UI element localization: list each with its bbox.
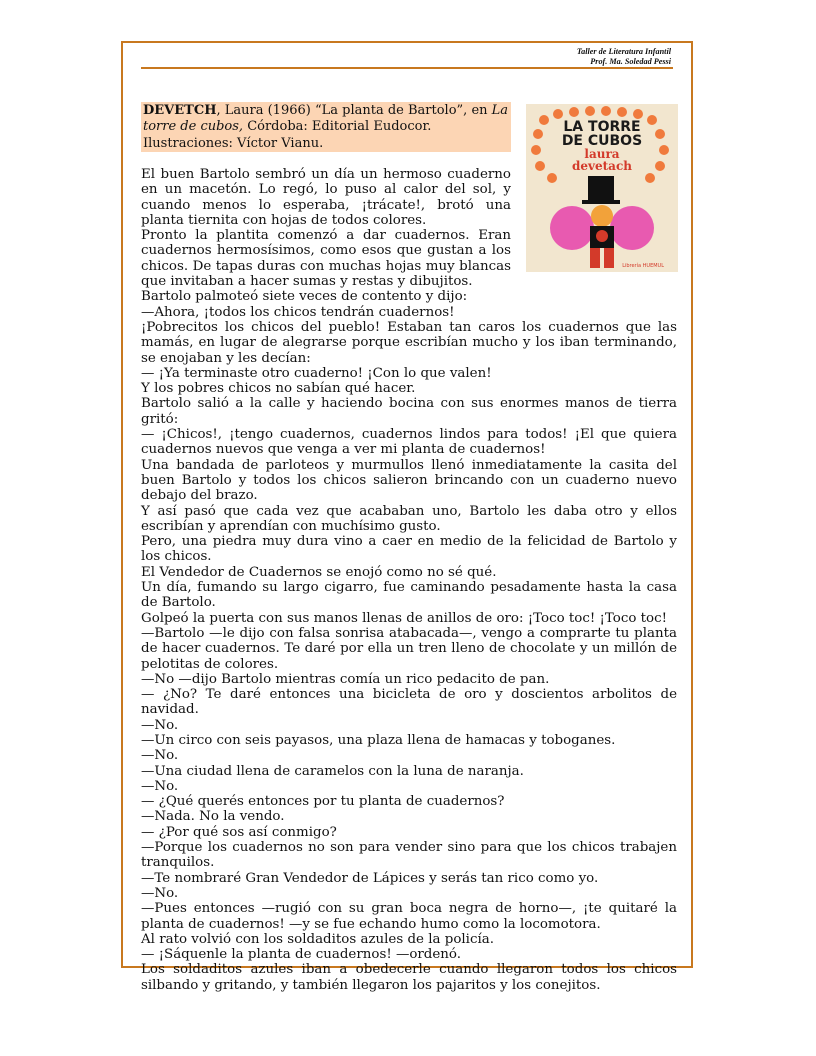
story-paragraph: Bartolo palmoteó siete veces de contento y dijo: bbox=[141, 289, 468, 305]
story-paragraph: Una bandada de parloteos y murmullos llenó inmediatamente la casita del buen Bartolo y todos los chicos salieron brincando con un cuaderno nuevo debajo del brazo. bbox=[141, 457, 677, 504]
story-paragraph: Y los pobres chicos no sabían qué hacer. bbox=[141, 381, 416, 397]
story-paragraph: —Bartolo —le dijo con falsa sonrisa atabacada—, vengo a comprarte tu planta de hacer cuadernos. Te daré por ella un tren lleno de chocolate y un millón de pelotitas de colores. bbox=[141, 625, 677, 672]
story-paragraph: —No. bbox=[141, 748, 179, 764]
story-paragraph: —Nada. No la vendo. bbox=[141, 809, 285, 825]
citation-author-surname: DEVETCH bbox=[143, 103, 217, 118]
story-text bbox=[141, 167, 677, 993]
story-paragraph: —No. bbox=[141, 885, 179, 901]
story-paragraph: El Vendedor de Cuadernos se enojó como no sé qué. bbox=[141, 564, 497, 580]
header-rule bbox=[141, 67, 673, 69]
story-paragraph: Y así pasó que cada vez que acababan uno, Bartolo les daba otro y ellos escribían y aprendían con muchísimo gusto. bbox=[141, 503, 677, 534]
citation-author-rest: , Laura (1966) “La planta de Bartolo”, en bbox=[216, 103, 492, 118]
story-paragraph: —Una ciudad llena de caramelos con la luna de naranja. bbox=[141, 763, 524, 779]
story-paragraph: —No —dijo Bartolo mientras comía un rico pedacito de pan. bbox=[141, 671, 550, 687]
cover-author-line1: laura bbox=[584, 147, 620, 161]
story-paragraph: Un día, fumando su largo cigarro, fue caminando pesadamente hasta la casa de Bartolo. bbox=[141, 580, 677, 611]
story-paragraph: —No. bbox=[141, 717, 179, 733]
story-paragraph: — ¿Por qué sos así conmigo? bbox=[141, 824, 337, 840]
story-paragraph: —Un circo con seis payasos, una plaza llena de hamacas y toboganes. bbox=[141, 732, 616, 748]
story-paragraph: Pero, una piedra muy dura vino a caer en medio de la felicidad de Bartolo y los chicos. bbox=[141, 534, 677, 565]
story-paragraph: ¡Pobrecitos los chicos del pueblo! Estaban tan caros los cuadernos que las mamás, en lugar de alegrarse porque escribían mucho y los iban terminando, se enojaban y les decían: bbox=[141, 319, 677, 366]
citation-publisher: Córdoba: Editorial Eudocor. Ilustraciones: Víctor Vianu. bbox=[143, 119, 432, 151]
page-frame bbox=[121, 41, 693, 993]
story-paragraph: Bartolo salió a la calle y haciendo bocina con sus enormes manos de tierra gritó: bbox=[141, 396, 677, 427]
story-paragraph: —Porque los cuadernos no son para vender sino para que los chicos trabajen tranquilos. bbox=[141, 840, 677, 871]
story-paragraph: — ¡Ya terminaste otro cuaderno! ¡Con lo que valen! bbox=[141, 365, 492, 381]
story-paragraph: Golpeó la puerta con sus manos llenas de anillos de oro: ¡Toco toc! ¡Toco toc! bbox=[141, 610, 667, 626]
story-paragraph: — ¡Chicos!, ¡tengo cuadernos, cuadernos lindos para todos! ¡El que quiera cuadernos nuevos que venga a ver mi planta de cuadernos! bbox=[141, 427, 677, 458]
story-paragraph: — ¿No? Te daré entonces una bicicleta de oro y doscientos arbolitos de navidad. bbox=[141, 687, 677, 718]
cover-title-line2: DE CUBOS bbox=[561, 133, 643, 149]
story-paragraph: —Ahora, ¡todos los chicos tendrán cuadernos! bbox=[141, 304, 455, 320]
story-paragraph: Los soldaditos azules iban a obedecerle cuando llegaron todos los chicos silbando y gritando, y también llegaron los pajaritos y los conejitos. bbox=[141, 962, 677, 993]
cover-author-line2: devetach bbox=[572, 159, 632, 173]
story-paragraph: — ¿Qué querés entonces por tu planta de cuadernos? bbox=[141, 794, 505, 810]
cover-title-line1: LA TORRE bbox=[563, 119, 641, 135]
story-paragraph: El buen Bartolo sembró un día un hermoso cuaderno en un macetón. Lo regó, lo puso al calor del sol, y cuando menos lo esperaba, ¡trácate!, brotó una planta tiernita con hojas de todos colores. bbox=[141, 167, 511, 228]
story-paragraph: Pronto la plantita comenzó a dar cuadernos. Eran cuadernos hermosísimos, como esos que gustan a los chicos. De tapas duras con muchas hojas muy blancas que invitaban a hacer sumas y restas y dibujitos. bbox=[141, 228, 511, 290]
story-paragraph: —No. bbox=[141, 778, 179, 794]
cover-publisher: Librería HUEMUL bbox=[622, 263, 664, 269]
story-paragraph: —Te nombraré Gran Vendedor de Lápices y serás tan rico como yo. bbox=[141, 870, 599, 886]
header-professor: Prof. Ma. Soledad Pessi bbox=[590, 57, 671, 66]
citation-book-title: La torre de cubos, bbox=[143, 103, 509, 135]
bibliographic-citation bbox=[141, 102, 511, 152]
story-paragraph: — ¡Sáquenle la planta de cuadernos! —ordenó. bbox=[141, 947, 462, 963]
story-paragraph: —Pues entonces —rugió con su gran boca negra de horno—, ¡te quitaré la planta de cuadernos! —y se fue echando humo como la locomotora. bbox=[141, 901, 677, 932]
page-header bbox=[577, 47, 671, 67]
header-course: Taller de Literatura Infantil bbox=[576, 47, 671, 56]
story-paragraph: Al rato volvió con los soldaditos azules de la policía. bbox=[141, 931, 494, 947]
